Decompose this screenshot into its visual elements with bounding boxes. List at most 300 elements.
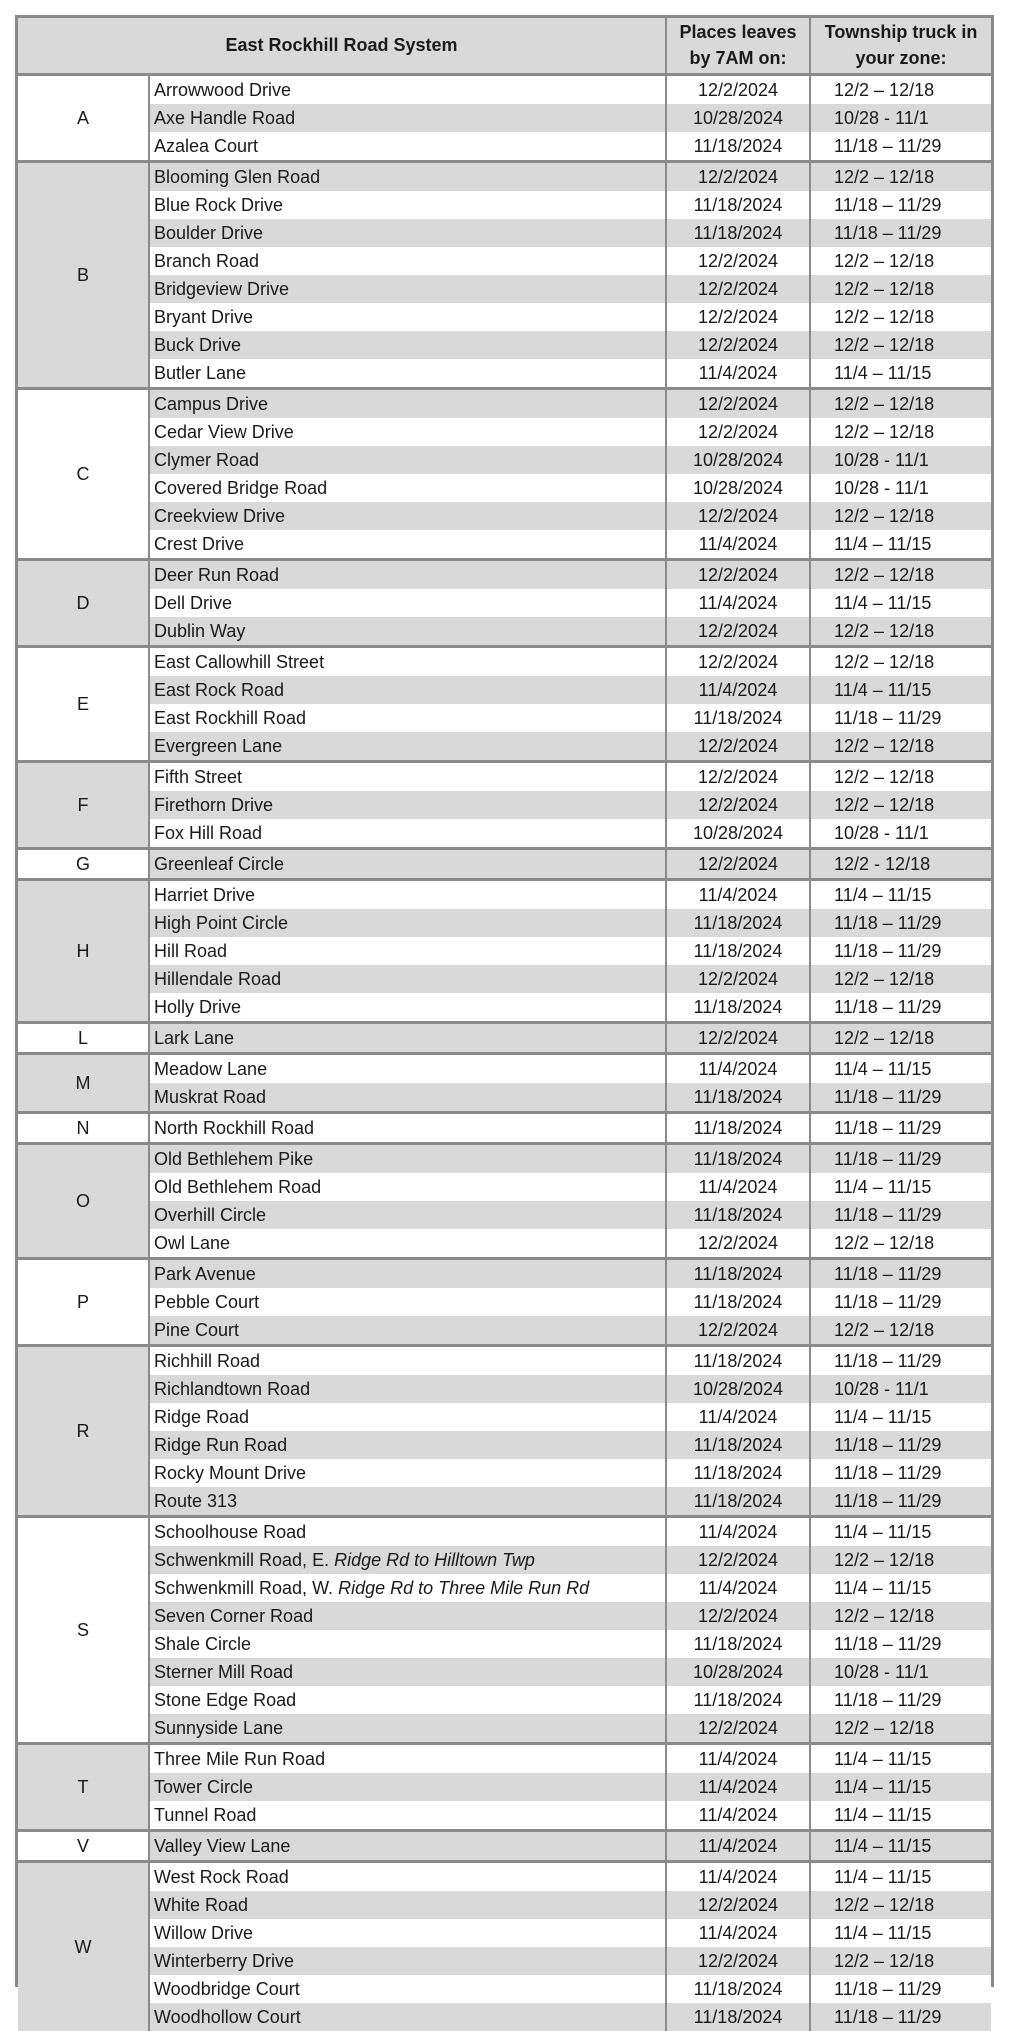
table-row [18, 502, 991, 530]
truck-window: 10/28 - 11/1 [810, 819, 991, 849]
letter-group-h [18, 879, 991, 1022]
table-row [18, 74, 991, 104]
truck-window: 12/2 – 12/18 [810, 161, 991, 191]
road-name: Meadow Lane [154, 1058, 268, 1079]
table-header [18, 18, 991, 74]
road-name-cell [149, 1630, 666, 1658]
road-name: Branch Road [154, 250, 260, 271]
leaves-date: 11/18/2024 [666, 1975, 810, 2003]
leaves-date: 10/28/2024 [666, 104, 810, 132]
truck-window: 12/2 – 12/18 [810, 1602, 991, 1630]
road-name-cell [149, 1345, 666, 1375]
road-name: West Rock Road [154, 1866, 289, 1887]
road-name: Clymer Road [154, 449, 260, 470]
leaves-date: 11/4/2024 [666, 589, 810, 617]
leaves-date: 11/4/2024 [666, 1574, 810, 1602]
road-name-cell [149, 1022, 666, 1053]
road-name: Bridgeview Drive [154, 278, 290, 299]
table-row [18, 1053, 991, 1083]
leaves-date: 12/2/2024 [666, 617, 810, 647]
road-name-cell [149, 1602, 666, 1630]
road-name-cell [149, 1229, 666, 1259]
leaves-date: 11/18/2024 [666, 1630, 810, 1658]
leaves-date: 12/2/2024 [666, 732, 810, 762]
leaves-date: 11/18/2024 [666, 132, 810, 162]
road-name-cell [149, 1919, 666, 1947]
table-row [18, 791, 991, 819]
leaves-date: 11/18/2024 [666, 2003, 810, 2031]
road-name-cell [149, 1861, 666, 1891]
table-row [18, 1229, 991, 1259]
leaves-date: 11/18/2024 [666, 1686, 810, 1714]
road-name: East Rockhill Road [154, 707, 307, 728]
header-truck-line-1: Township truck in [824, 22, 978, 43]
table-row [18, 1487, 991, 1517]
truck-window: 12/2 – 12/18 [810, 791, 991, 819]
truck-window: 11/4 – 11/15 [810, 879, 991, 909]
leaves-date: 12/2/2024 [666, 303, 810, 331]
table-row [18, 732, 991, 762]
road-name-cell [149, 559, 666, 589]
road-name-cell [149, 993, 666, 1023]
group-letter: F [18, 761, 149, 848]
letter-group-a [18, 74, 991, 161]
road-name: Schwenkmill Road, W. [154, 1577, 334, 1598]
table-row [18, 530, 991, 560]
table-row [18, 1316, 991, 1346]
truck-window: 12/2 – 12/18 [810, 1891, 991, 1919]
road-name-cell [149, 219, 666, 247]
road-name-cell [149, 502, 666, 530]
table-row [18, 1459, 991, 1487]
leaves-date: 12/2/2024 [666, 1316, 810, 1346]
truck-window: 11/18 – 11/29 [810, 1459, 991, 1487]
truck-window: 11/18 – 11/29 [810, 1345, 991, 1375]
road-name: Blooming Glen Road [154, 166, 321, 187]
table-row [18, 819, 991, 849]
road-name: Winterberry Drive [154, 1950, 295, 1971]
header-places-line-2: by 7AM on: [689, 48, 787, 69]
road-name-cell [149, 646, 666, 676]
road-name-cell [149, 388, 666, 418]
truck-window: 12/2 – 12/18 [810, 646, 991, 676]
header-township-truck [810, 18, 991, 74]
truck-window: 10/28 - 11/1 [810, 104, 991, 132]
road-name: Richlandtown Road [154, 1378, 311, 1399]
road-name: Valley View Lane [154, 1835, 291, 1856]
letter-group-g [18, 848, 991, 879]
truck-window: 12/2 – 12/18 [810, 1316, 991, 1346]
truck-window: 10/28 - 11/1 [810, 446, 991, 474]
truck-window: 12/2 – 12/18 [810, 247, 991, 275]
road-name: Overhill Circle [154, 1204, 267, 1225]
road-name-cell [149, 761, 666, 791]
road-name: Route 313 [154, 1490, 238, 1511]
letter-group-f [18, 761, 991, 848]
leaves-date: 11/4/2024 [666, 359, 810, 389]
road-name: Hillendale Road [154, 968, 282, 989]
truck-window: 11/4 – 11/15 [810, 1053, 991, 1083]
table-row [18, 937, 991, 965]
truck-window: 12/2 – 12/18 [810, 1229, 991, 1259]
road-name-cell [149, 1574, 666, 1602]
table-row [18, 219, 991, 247]
leaves-date: 11/18/2024 [666, 1459, 810, 1487]
group-letter: A [18, 74, 149, 161]
leaves-date: 11/18/2024 [666, 704, 810, 732]
road-name-cell [149, 132, 666, 162]
road-name-cell [149, 1316, 666, 1346]
road-name-cell [149, 1714, 666, 1744]
leaves-date: 12/2/2024 [666, 1546, 810, 1574]
truck-window: 11/18 – 11/29 [810, 909, 991, 937]
road-name: Three Mile Run Road [154, 1748, 326, 1769]
truck-window: 11/18 – 11/29 [810, 1112, 991, 1143]
group-letter: H [18, 879, 149, 1022]
table-row [18, 1345, 991, 1375]
truck-window: 11/4 – 11/15 [810, 1516, 991, 1546]
table-row [18, 1630, 991, 1658]
truck-window: 11/18 – 11/29 [810, 132, 991, 162]
letter-group-o [18, 1143, 991, 1258]
table-row [18, 1112, 991, 1143]
truck-window: 12/2 – 12/18 [810, 502, 991, 530]
road-name-cell [149, 74, 666, 104]
road-name: Bryant Drive [154, 306, 254, 327]
leaves-date: 11/18/2024 [666, 1083, 810, 1113]
letter-group-b [18, 161, 991, 388]
road-name-cell [149, 1431, 666, 1459]
leaves-date: 10/28/2024 [666, 1375, 810, 1403]
road-name-cell [149, 530, 666, 560]
road-name: Ridge Road [154, 1406, 250, 1427]
table-row [18, 1658, 991, 1686]
leaves-date: 11/4/2024 [666, 530, 810, 560]
road-name-cell [149, 1459, 666, 1487]
road-name-cell [149, 1658, 666, 1686]
road-name: Lark Lane [154, 1027, 235, 1048]
road-name: East Rock Road [154, 679, 285, 700]
truck-window: 12/2 – 12/18 [810, 418, 991, 446]
road-name: White Road [154, 1894, 249, 1915]
road-name-cell [149, 1053, 666, 1083]
road-name-cell [149, 2003, 666, 2031]
truck-window: 11/4 – 11/15 [810, 1801, 991, 1831]
road-name: Covered Bridge Road [154, 477, 328, 498]
leaves-date: 11/18/2024 [666, 1112, 810, 1143]
header-places-leaves [666, 18, 810, 74]
truck-window: 11/4 – 11/15 [810, 1773, 991, 1801]
table-row [18, 1861, 991, 1891]
road-name: Harriet Drive [154, 884, 256, 905]
leaves-date: 11/4/2024 [666, 1173, 810, 1201]
table-row [18, 1801, 991, 1831]
leaves-date: 11/18/2024 [666, 1487, 810, 1517]
road-name: East Callowhill Street [154, 651, 325, 672]
header-road-system-label: East Rockhill Road System [225, 35, 458, 56]
road-name-cell [149, 247, 666, 275]
leaves-date: 12/2/2024 [666, 559, 810, 589]
truck-window: 11/4 – 11/15 [810, 1861, 991, 1891]
table-row [18, 1022, 991, 1053]
table-row [18, 1431, 991, 1459]
road-name: Fifth Street [154, 766, 243, 787]
letter-group-r [18, 1345, 991, 1516]
road-name: Shale Circle [154, 1633, 252, 1654]
table-row [18, 879, 991, 909]
road-name: Axe Handle Road [154, 107, 296, 128]
table-row [18, 303, 991, 331]
road-name-cell [149, 617, 666, 647]
leaves-date: 12/2/2024 [666, 761, 810, 791]
leaves-date: 12/2/2024 [666, 1947, 810, 1975]
leaves-date: 11/18/2024 [666, 1258, 810, 1288]
road-name-cell [149, 965, 666, 993]
table-row [18, 965, 991, 993]
road-name: Deer Run Road [154, 564, 280, 585]
road-name: High Point Circle [154, 912, 289, 933]
leaves-date: 11/4/2024 [666, 1403, 810, 1431]
road-name: Pebble Court [154, 1291, 260, 1312]
road-name: Woodhollow Court [154, 2006, 301, 2027]
leaves-date: 11/18/2024 [666, 909, 810, 937]
road-name: Old Bethlehem Pike [154, 1148, 314, 1169]
letter-group-p [18, 1258, 991, 1345]
road-name: Dublin Way [154, 620, 246, 641]
leaves-date: 11/4/2024 [666, 676, 810, 704]
truck-window: 11/18 – 11/29 [810, 1083, 991, 1113]
road-name: Cedar View Drive [154, 421, 294, 442]
leaves-date: 12/2/2024 [666, 388, 810, 418]
road-name: Creekview Drive [154, 505, 286, 526]
table-row [18, 848, 991, 879]
road-name: Tunnel Road [154, 1804, 257, 1825]
road-name: Richhill Road [154, 1350, 261, 1371]
road-name: North Rockhill Road [154, 1117, 315, 1138]
road-name: Seven Corner Road [154, 1605, 314, 1626]
leaves-date: 12/2/2024 [666, 791, 810, 819]
road-name-cell [149, 732, 666, 762]
truck-window: 11/18 – 11/29 [810, 2003, 991, 2031]
road-name-cell [149, 1258, 666, 1288]
group-letter: N [18, 1112, 149, 1143]
road-name-cell [149, 676, 666, 704]
truck-window: 11/18 – 11/29 [810, 219, 991, 247]
leaves-date: 11/18/2024 [666, 937, 810, 965]
table-row [18, 1403, 991, 1431]
leaves-date: 12/2/2024 [666, 418, 810, 446]
table-row [18, 2003, 991, 2031]
truck-window: 11/18 – 11/29 [810, 1487, 991, 1517]
road-name: Evergreen Lane [154, 735, 283, 756]
table-row [18, 1919, 991, 1947]
table-row [18, 474, 991, 502]
road-name: Owl Lane [154, 1232, 231, 1253]
truck-window: 12/2 - 12/18 [810, 848, 991, 879]
road-name-cell [149, 359, 666, 389]
table-row [18, 1288, 991, 1316]
road-segment-note: Ridge Rd to Hilltown Twp [334, 1549, 535, 1570]
leaves-date: 11/18/2024 [666, 1143, 810, 1173]
road-name-cell [149, 937, 666, 965]
group-letter: V [18, 1830, 149, 1861]
leaves-date: 11/4/2024 [666, 1830, 810, 1861]
letter-group-t [18, 1743, 991, 1830]
truck-window: 11/18 – 11/29 [810, 704, 991, 732]
truck-window: 11/18 – 11/29 [810, 1288, 991, 1316]
table-row [18, 1375, 991, 1403]
road-name: Woodbridge Court [154, 1978, 300, 1999]
truck-window: 11/18 – 11/29 [810, 1258, 991, 1288]
road-name: Firethorn Drive [154, 794, 274, 815]
truck-window: 12/2 – 12/18 [810, 965, 991, 993]
group-letter: W [18, 1861, 149, 2031]
leaves-date: 11/18/2024 [666, 219, 810, 247]
truck-window: 12/2 – 12/18 [810, 1714, 991, 1744]
leaves-date: 11/18/2024 [666, 191, 810, 219]
road-name: Greenleaf Circle [154, 853, 285, 874]
road-name-cell [149, 474, 666, 502]
truck-window: 11/18 – 11/29 [810, 1201, 991, 1229]
truck-window: 12/2 – 12/18 [810, 74, 991, 104]
truck-window: 12/2 – 12/18 [810, 1022, 991, 1053]
letter-group-n [18, 1112, 991, 1143]
table-row [18, 909, 991, 937]
table-row [18, 559, 991, 589]
group-letter: P [18, 1258, 149, 1345]
road-name: Crest Drive [154, 533, 245, 554]
road-name-cell [149, 275, 666, 303]
group-letter: M [18, 1053, 149, 1112]
road-name-cell [149, 1201, 666, 1229]
table-row [18, 275, 991, 303]
group-letter: T [18, 1743, 149, 1830]
road-name: Rocky Mount Drive [154, 1462, 307, 1483]
road-name-cell [149, 418, 666, 446]
truck-window: 12/2 – 12/18 [810, 1546, 991, 1574]
table-row [18, 1602, 991, 1630]
road-name: Fox Hill Road [154, 822, 263, 843]
road-name-cell [149, 1112, 666, 1143]
road-name-cell [149, 1830, 666, 1861]
table-row [18, 1574, 991, 1602]
road-name-cell [149, 104, 666, 132]
road-name: Tower Circle [154, 1776, 254, 1797]
table-row [18, 418, 991, 446]
table-row [18, 676, 991, 704]
road-name: Schoolhouse Road [154, 1521, 307, 1542]
leaves-date: 12/2/2024 [666, 1891, 810, 1919]
truck-window: 12/2 – 12/18 [810, 559, 991, 589]
truck-window: 11/4 – 11/15 [810, 676, 991, 704]
road-name-cell [149, 589, 666, 617]
table-row [18, 1714, 991, 1744]
table-row [18, 1891, 991, 1919]
truck-window: 11/4 – 11/15 [810, 1830, 991, 1861]
truck-window: 11/4 – 11/15 [810, 1173, 991, 1201]
letter-group-v [18, 1830, 991, 1861]
leaves-date: 11/18/2024 [666, 1431, 810, 1459]
table-row [18, 1947, 991, 1975]
table-row [18, 761, 991, 791]
truck-window: 11/18 – 11/29 [810, 191, 991, 219]
road-name: Buck Drive [154, 334, 242, 355]
road-name: Blue Rock Drive [154, 194, 284, 215]
leaves-date: 12/2/2024 [666, 275, 810, 303]
truck-window: 11/18 – 11/29 [810, 993, 991, 1023]
leaves-date: 10/28/2024 [666, 1658, 810, 1686]
letter-group-s [18, 1516, 991, 1743]
group-letter: L [18, 1022, 149, 1053]
road-name-cell [149, 1083, 666, 1113]
letter-group-e [18, 646, 991, 761]
truck-window: 11/18 – 11/29 [810, 1975, 991, 2003]
leaves-date: 11/4/2024 [666, 1919, 810, 1947]
header-road-system [18, 18, 666, 74]
leaves-date: 10/28/2024 [666, 446, 810, 474]
truck-window: 12/2 – 12/18 [810, 303, 991, 331]
table-row [18, 331, 991, 359]
truck-window: 11/4 – 11/15 [810, 589, 991, 617]
group-letter: D [18, 559, 149, 646]
group-letter: S [18, 1516, 149, 1743]
road-name: Butler Lane [154, 362, 247, 383]
road-name: Boulder Drive [154, 222, 264, 243]
road-name: Stone Edge Road [154, 1689, 297, 1710]
leaves-date: 11/4/2024 [666, 1516, 810, 1546]
table-row [18, 1686, 991, 1714]
table-row [18, 1975, 991, 2003]
truck-window: 11/4 – 11/15 [810, 1743, 991, 1773]
truck-window: 12/2 – 12/18 [810, 1947, 991, 1975]
leaves-date: 11/4/2024 [666, 879, 810, 909]
table-row [18, 1546, 991, 1574]
road-name-cell [149, 1686, 666, 1714]
truck-window: 12/2 – 12/18 [810, 617, 991, 647]
road-name-cell [149, 704, 666, 732]
road-name-cell [149, 1487, 666, 1517]
leaves-date: 12/2/2024 [666, 848, 810, 879]
truck-window: 12/2 – 12/18 [810, 732, 991, 762]
letter-group-c [18, 388, 991, 559]
road-name-cell [149, 191, 666, 219]
truck-window: 11/18 – 11/29 [810, 1143, 991, 1173]
road-name-cell [149, 1773, 666, 1801]
road-name-cell [149, 1403, 666, 1431]
leaves-date: 11/18/2024 [666, 1288, 810, 1316]
truck-window: 11/18 – 11/29 [810, 1686, 991, 1714]
table-row [18, 388, 991, 418]
letter-group-l [18, 1022, 991, 1053]
leaves-date: 12/2/2024 [666, 1229, 810, 1259]
truck-window: 12/2 – 12/18 [810, 331, 991, 359]
table-row [18, 191, 991, 219]
road-segment-note: Ridge Rd to Three Mile Run Rd [338, 1577, 590, 1598]
road-name-cell [149, 1975, 666, 2003]
table-row [18, 646, 991, 676]
road-name-cell [149, 303, 666, 331]
leaves-date: 12/2/2024 [666, 1714, 810, 1744]
table-row [18, 359, 991, 389]
leaves-date: 12/2/2024 [666, 1022, 810, 1053]
table-row [18, 1773, 991, 1801]
road-name: Ridge Run Road [154, 1434, 288, 1455]
truck-window: 11/18 – 11/29 [810, 1630, 991, 1658]
road-name-cell [149, 161, 666, 191]
road-name-cell [149, 909, 666, 937]
road-name-cell [149, 1516, 666, 1546]
truck-window: 11/4 – 11/15 [810, 530, 991, 560]
